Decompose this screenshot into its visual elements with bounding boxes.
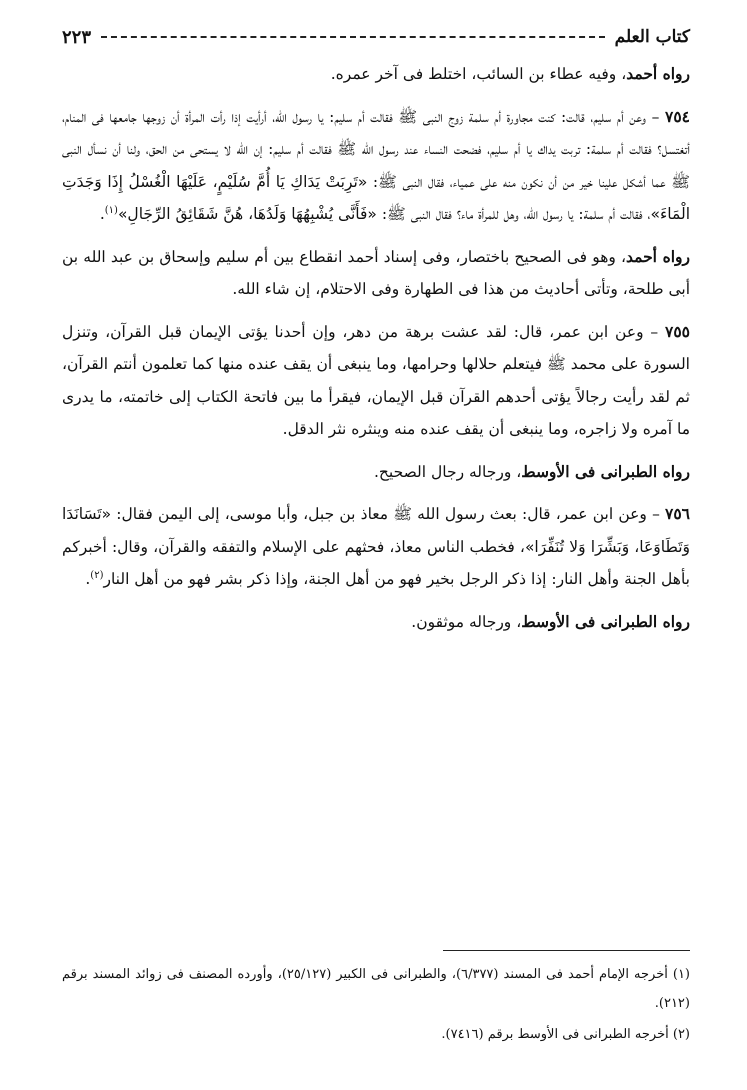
footnote-ref: (٢) <box>90 569 104 581</box>
header-dashed-rule <box>101 36 605 38</box>
hadith-text: ، فخطب الناس معاذ، فحثهم على الإسلام والتفقه والقرآن، وقال: أخبركم بأهل الجنة وأهل النار: إذا ذكر الرجل بخير فهو من أهل الجنة، وإذا ذكر بشر فهو من أهل النار <box>62 537 690 588</box>
footnote-1: (١) أخرجه الإمام أحمد فى المسند (٦/٣٧٧)، والطبرانى فى الكبير (٢٥/١٢٧)، وأورده المصنف فى زوائد المسند برقم (٢١٢). <box>62 967 690 1011</box>
source-note-paragraph <box>62 456 690 489</box>
source-note-paragraph <box>62 58 690 91</box>
source-name: رواه أحمد <box>626 246 690 266</box>
hadith-end: . <box>99 205 105 223</box>
footnote-2: (٢) أخرجه الطبرانى فى الأوسط برقم (٧٤١٦). <box>441 1027 690 1042</box>
hadith-text: ، فقالت أم سلمة: يا رسول الله، وهل للمرأة ماء؟ فقال النبى ﷺ: <box>376 205 651 223</box>
source-note-text: ، ورجاله موثقون. <box>411 612 522 631</box>
source-name: رواه أحمد <box>626 64 690 83</box>
main-text <box>62 58 690 648</box>
prophetic-quote: «تَسَانَدَا وَتَطَاوَعَا، وَبَشِّرَا وَلا تُنَفِّرَا» <box>62 505 691 556</box>
chapter-title: كتاب العلم <box>614 27 690 47</box>
source-note-paragraph <box>62 606 690 639</box>
footnotes <box>62 960 690 1051</box>
page-header <box>62 22 690 52</box>
source-note-text: ، وهو فى الصحيح باختصار، وفى إسناد أحمد انقطاع بين أم سليم وإسحاق بن عبد الله بن أبى طلحة، وتأتى أحاديث من هذا فى الطهارة وفى الاحتلام، إن شاء الله. <box>62 247 690 298</box>
prophetic-quote: «تَرِبَتْ يَدَاكِ يَا أُمَّ سُلَيْمٍ، عَلَيْهَا الْغُسْلُ إِذَا وَجَدَتِ الْمَاءَ» <box>62 172 690 223</box>
hadith-text: – وعن أم سليم، قالت: كنت مجاورة أم سلمة زوج النبى ﷺ فقالت أم سليم: يا رسول الله، أرأيت إذا رأت المرأة أن زوجها جامعها فى المنام، أتغتسل؟ فقالت أم سلمة: تربت يداك يا أم سليم، فضحت النساء عند رسول الله ﷺ فقالت أم سليم: إن الله لا يستحى من الحق، ولنا أن نسأل النبى ﷺ عما أشكل علينا خير من أن نكون منه على عمياء، فقال النبى ﷺ: <box>62 107 690 191</box>
hadith-text: – وعن ابن عمر، قال: بعث رسول الله ﷺ معاذ بن جبل، وأبا موسى، إلى اليمن فقال: <box>111 505 666 523</box>
source-name: رواه الطبرانى فى الأوسط <box>521 461 690 481</box>
footnote-ref: (١) <box>104 204 118 216</box>
footnote-separator <box>443 950 690 951</box>
source-note-paragraph <box>62 241 690 306</box>
hadith-number: ٧٥٦ <box>665 504 690 523</box>
hadith-755 <box>62 316 690 446</box>
hadith-number: ٧٥٤ <box>665 106 690 126</box>
hadith-text: – وعن ابن عمر، قال: لقد عشت برهة من دهر، وإن أحدنا يؤتى الإيمان قبل القرآن، وتنزل السورة على محمد ﷺ فيتعلم حلالها وحرامها، وما ينبغى أن يقف عنده منها كما تعلمون أنتم القرآن، ثم لقد رأيت رجالاً يؤتى أحدهم القرآن قبل الإيمان، فيقرأ ما بين فاتحة الكتاب إلى خاتمته، ما يدرى ما آمره ولا زاجره، وما ينبغى أن يقف عنده منه وينثره نثر الدقل. <box>62 322 690 438</box>
page-number: ٢٢٣ <box>62 26 92 48</box>
source-note-text: ، ورجاله رجال الصحيح. <box>374 462 522 481</box>
prophetic-quote: «فَأَنَّى يُشْبِهُهَا وَلَدُهَا، هُنَّ شَقَائِقُ الرِّجَالِ» <box>117 205 377 223</box>
source-note-text: ، وفيه عطاء بن السائب، اختلط فى آخر عمره. <box>330 65 627 83</box>
source-name: رواه الطبرانى فى الأوسط <box>521 611 690 631</box>
hadith-end: . <box>85 570 91 588</box>
hadith-756 <box>62 498 690 596</box>
hadith-number: ٧٥٥ <box>665 321 690 341</box>
hadith-754 <box>62 101 690 231</box>
